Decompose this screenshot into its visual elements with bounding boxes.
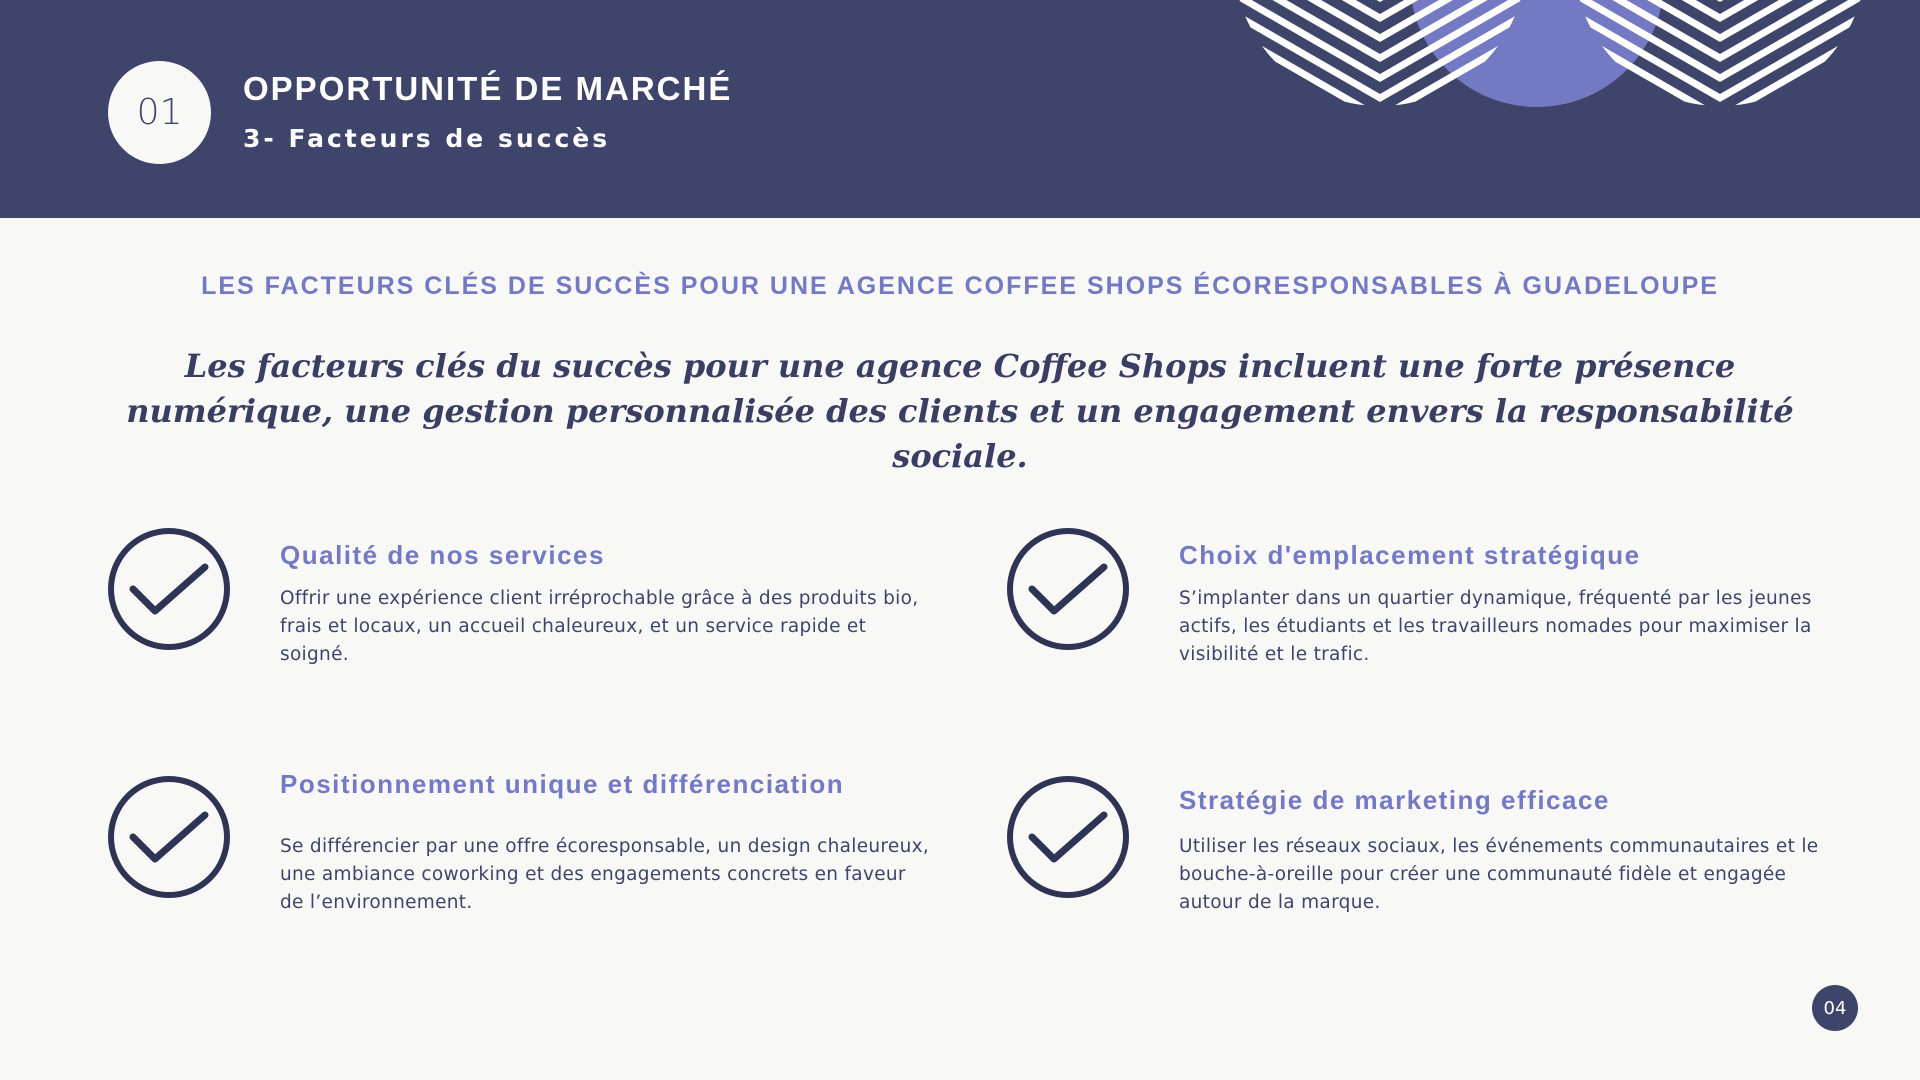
decorative-pattern <box>1200 0 1900 120</box>
check-circle-icon <box>1006 527 1130 651</box>
factor-item <box>107 527 927 687</box>
page-title: OPPORTUNITÉ DE MARCHÉ <box>243 70 733 107</box>
check-circle-icon <box>1006 775 1130 899</box>
factor-item <box>107 769 930 935</box>
factor-title: Positionnement unique et différenciation <box>280 769 845 799</box>
factor-description: Utiliser les réseaux sociaux, les événements communautaires et le bouche-à-oreille pour créer une communauté fidèle et engagée autour de la marque. <box>1179 836 1819 913</box>
section-number-badge: 01 <box>108 61 211 164</box>
factor-description: S’implanter dans un quartier dynamique, fréquenté par les jeunes actifs, les étudiants et les travailleurs nomades pour maximiser la visibilité et le trafic. <box>1179 588 1812 665</box>
intro-paragraph: Les facteurs clés du succès pour une agence Coffee Shops incluent une forte présence numérique, une gestion personnalisée des clients et un engagement envers la responsabilité sociale. <box>126 347 1794 475</box>
factor-description: Offrir une expérience client irréprochable grâce à des produits bio, frais et locaux, un accueil chaleureux, et un service rapide et soigné. <box>280 588 919 665</box>
factor-title: Stratégie de marketing efficace <box>1179 785 1610 815</box>
factor-description: Se différencier par une offre écoresponsable, un design chaleureux, une ambiance coworking et des engagements concrets en faveur de l’environnement. <box>280 836 930 913</box>
factor-title: Choix d'emplacement stratégique <box>1179 540 1641 570</box>
check-circle-icon <box>107 527 231 651</box>
factor-title: Qualité de nos services <box>280 540 605 570</box>
page-subtitle: 3- Facteurs de succès <box>243 124 611 153</box>
factor-item <box>1006 527 1826 687</box>
page-number-badge: 04 <box>1812 985 1858 1031</box>
section-heading: LES FACTEURS CLÉS DE SUCCÈS POUR UNE AGENCE COFFEE SHOPS ÉCORESPONSABLES À GUADELOUPE <box>201 272 1719 300</box>
header-banner <box>0 0 1920 218</box>
factor-item <box>1006 775 1826 935</box>
check-circle-icon <box>107 775 231 899</box>
